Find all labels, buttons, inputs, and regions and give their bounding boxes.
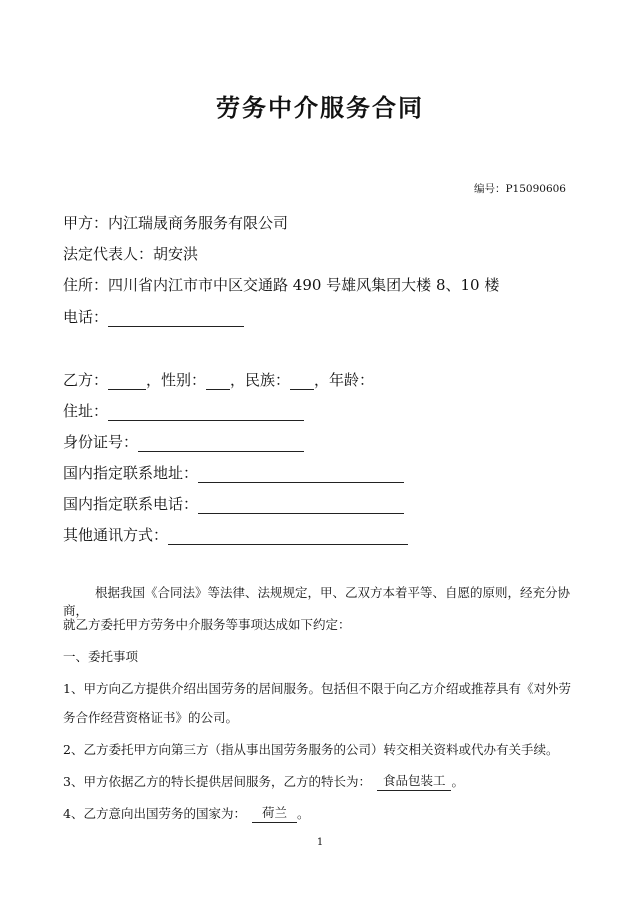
ethnic-blank[interactable] bbox=[290, 375, 314, 390]
item-1-line-1: 1、甲方向乙方提供介绍出国劳务的居间服务。包括但不限于向乙方介绍或推荐具有《对外劳 bbox=[63, 681, 571, 696]
party-b-address-line bbox=[63, 400, 304, 421]
domestic-phone-line bbox=[63, 493, 404, 514]
other-contact-line bbox=[63, 524, 408, 545]
party-b-address-label: 住址： bbox=[63, 402, 109, 420]
party-a-rep-line bbox=[63, 243, 198, 264]
intro-line-1: 根据我国《合同法》等法律、法规规定，甲、乙双方本着平等、自愿的原则，经充分协商， bbox=[63, 585, 571, 618]
party-a-address-label: 住所： bbox=[63, 276, 109, 294]
party-b-id-blank[interactable] bbox=[138, 437, 304, 452]
gender-label: ，性别： bbox=[146, 371, 207, 389]
domestic-address-label: 国内指定联系地址： bbox=[63, 464, 199, 482]
party-a-phone-line bbox=[63, 306, 244, 327]
party-a-address: 四川省内江市市中区交通路 490 号雄风集团大楼 8、10 楼 bbox=[108, 276, 500, 294]
intro-line-2: 就乙方委托甲方劳务中介服务等事项达成如下约定： bbox=[63, 617, 351, 632]
party-b-id-label: 身份证号： bbox=[63, 433, 139, 451]
party-a-address-line bbox=[63, 274, 499, 295]
party-a-rep: 胡安洪 bbox=[153, 245, 199, 263]
other-contact-label: 其他通讯方式： bbox=[63, 526, 169, 544]
party-b-info-line bbox=[63, 369, 374, 390]
item-2: 2、乙方委托甲方向第三方（指从事出国劳务服务的公司）转交相关资料或代办有关手续。 bbox=[63, 742, 559, 757]
gender-blank[interactable] bbox=[206, 375, 230, 390]
item-4-text: 4、乙方意向出国劳务的国家为： bbox=[63, 806, 246, 821]
country-value[interactable]: 荷兰 bbox=[252, 804, 297, 823]
party-a-rep-label: 法定代表人： bbox=[63, 245, 154, 263]
other-contact-blank[interactable] bbox=[168, 530, 408, 545]
party-a-phone-blank[interactable] bbox=[108, 312, 244, 327]
party-b-id-line bbox=[63, 431, 304, 452]
domestic-phone-blank[interactable] bbox=[198, 499, 404, 514]
section-1-title: 一、委托事项 bbox=[63, 649, 139, 664]
party-a-phone-label: 电话： bbox=[63, 308, 109, 326]
contract-number: 编号：P15090606 bbox=[473, 183, 566, 195]
document-title: 劳务中介服务合同 bbox=[216, 94, 424, 122]
item-1-line-2: 务合作经营资格证书》的公司。 bbox=[63, 710, 239, 725]
page-number: 1 bbox=[316, 837, 324, 848]
domestic-address-line bbox=[63, 462, 404, 483]
party-b-address-blank[interactable] bbox=[108, 406, 304, 421]
party-a-name-line bbox=[63, 212, 288, 233]
domestic-address-blank[interactable] bbox=[198, 468, 404, 483]
specialty-value[interactable]: 食品包装工 bbox=[377, 772, 452, 791]
item-3-end: 。 bbox=[451, 774, 464, 789]
ethnic-label: ，民族： bbox=[230, 371, 291, 389]
domestic-phone-label: 国内指定联系电话： bbox=[63, 495, 199, 513]
party-a-label: 甲方： bbox=[63, 214, 109, 232]
party-b-name-blank[interactable] bbox=[108, 375, 146, 390]
item-4 bbox=[63, 804, 583, 823]
item-3-text: 3、甲方依据乙方的特长提供居间服务，乙方的特长为： bbox=[63, 774, 371, 789]
party-a-name: 内江瑞晟商务服务有限公司 bbox=[108, 214, 289, 232]
party-b-label: 乙方： bbox=[63, 371, 109, 389]
item-4-end: 。 bbox=[296, 806, 310, 821]
item-3 bbox=[63, 772, 583, 791]
age-label: ，年龄： bbox=[314, 371, 375, 389]
